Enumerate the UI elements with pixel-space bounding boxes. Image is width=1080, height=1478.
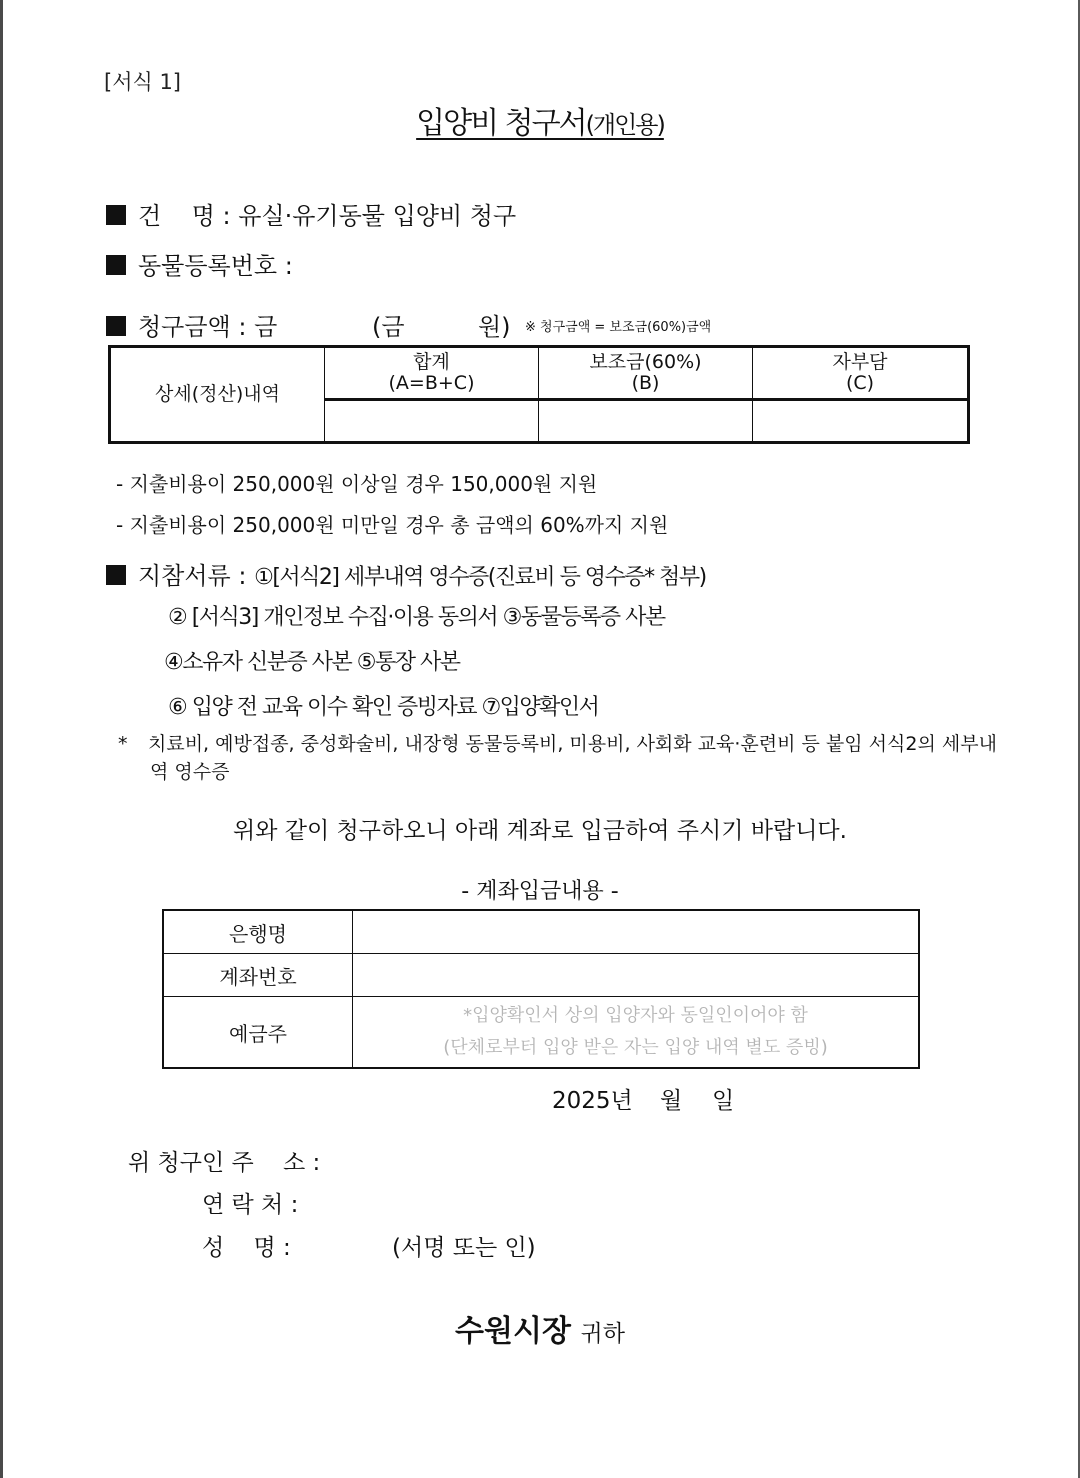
subject-label: 건 명 : bbox=[138, 202, 231, 230]
detail-table bbox=[108, 345, 970, 444]
registration-row bbox=[106, 246, 293, 281]
support-note-2: - 지출비용이 250,000원 미만일 경우 총 금액의 60%까지 지원 bbox=[116, 513, 669, 537]
attachment-item-1: ①[서식2] 세부내역 영수증(진료비 등 영수증* 첨부) bbox=[254, 565, 706, 590]
attachment-item-2: ② [서식3] 개인정보 수집·이용 동의서 ③동물등록증 사본 bbox=[168, 605, 665, 630]
sign-note: (서명 또는 인) bbox=[392, 1235, 536, 1261]
attachment-item-4: ⑥ 입양 전 교육 이수 확인 증빙자료 ⑦입양확인서 bbox=[168, 695, 599, 720]
detail-row-label: 상세(정산)내역 bbox=[110, 347, 325, 443]
footnote-text: 치료비, 예방접종, 중성화술비, 내장형 동물등록비, 미용비, 사회화 교육·훈련비 등 붙임 서식2의 세부내역 영수증 bbox=[148, 733, 997, 783]
form-number: [서식 1] bbox=[104, 70, 181, 94]
bank-name-label: 은행명 bbox=[163, 910, 353, 954]
bank-name-field[interactable] bbox=[353, 910, 920, 954]
square-bullet-icon bbox=[106, 205, 126, 225]
square-bullet-icon bbox=[106, 255, 126, 275]
claim-row bbox=[106, 307, 277, 342]
registration-label: 동물등록번호 : bbox=[138, 252, 293, 280]
detail-header-self-pay: 자부담 (C) bbox=[753, 347, 969, 400]
support-note-1: - 지출비용이 250,000원 이상일 경우 150,000원 지원 bbox=[116, 472, 598, 496]
address-label: 위 청구인 주 소 : bbox=[128, 1150, 321, 1176]
recipient-suffix: 귀하 bbox=[580, 1321, 625, 1347]
detail-value-total[interactable] bbox=[325, 400, 539, 443]
title-main: 입양비 청구서 bbox=[416, 106, 586, 141]
attachment-item-3: ④소유자 신분증 사본 ⑤통장 사본 bbox=[164, 650, 460, 675]
request-message: 위와 같이 청구하오니 아래 계좌로 입금하여 주시기 바랍니다. bbox=[233, 818, 847, 844]
attachments-label: 지참서류 : bbox=[138, 562, 247, 590]
recipient bbox=[0, 1306, 1080, 1350]
recipient-name: 수원시장 bbox=[455, 1314, 571, 1349]
account-holder-hint-1: *입양확인서 상의 입양자와 동일인이어야 함 bbox=[463, 1005, 808, 1026]
detail-header-total: 합계 (A=B+C) bbox=[325, 347, 539, 400]
claim-note: ※ 청구금액 = 보조금(60%)금액 bbox=[525, 320, 712, 335]
attachments-row bbox=[106, 556, 706, 591]
square-bullet-icon bbox=[106, 316, 126, 336]
account-holder-field[interactable] bbox=[353, 997, 920, 1069]
claim-paren-close: 원) bbox=[478, 313, 511, 341]
date-month: 월 bbox=[660, 1088, 683, 1114]
account-holder-label: 예금주 bbox=[163, 997, 353, 1069]
date-day: 일 bbox=[712, 1088, 735, 1114]
square-bullet-icon bbox=[106, 565, 126, 585]
document-title bbox=[0, 98, 1080, 142]
account-table bbox=[162, 909, 920, 1069]
claim-label: 청구금액 : 금 bbox=[138, 313, 278, 341]
claim-paren-open: (금 bbox=[372, 313, 405, 341]
detail-header-subsidy: 보조금(60%) (B) bbox=[539, 347, 753, 400]
account-number-field[interactable] bbox=[353, 954, 920, 997]
account-number-label: 계좌번호 bbox=[163, 954, 353, 997]
title-sub: (개인용) bbox=[585, 111, 664, 139]
subject-row bbox=[106, 196, 516, 231]
name-label: 성 명 : bbox=[202, 1235, 291, 1261]
page-left-edge bbox=[0, 0, 3, 1478]
contact-label: 연 락 처 : bbox=[202, 1192, 299, 1218]
account-title: - 계좌입금내용 - bbox=[461, 879, 619, 904]
subject-value: 유실·유기동물 입양비 청구 bbox=[238, 202, 517, 230]
footnote-mark: * bbox=[118, 733, 128, 755]
detail-value-subsidy[interactable] bbox=[539, 400, 753, 443]
footnote bbox=[118, 730, 998, 786]
detail-value-self-pay[interactable] bbox=[753, 400, 969, 443]
account-holder-hint-2: (단체로부터 입양 받은 자는 입양 내역 별도 증빙) bbox=[443, 1037, 828, 1058]
date-year: 2025년 bbox=[552, 1088, 633, 1114]
